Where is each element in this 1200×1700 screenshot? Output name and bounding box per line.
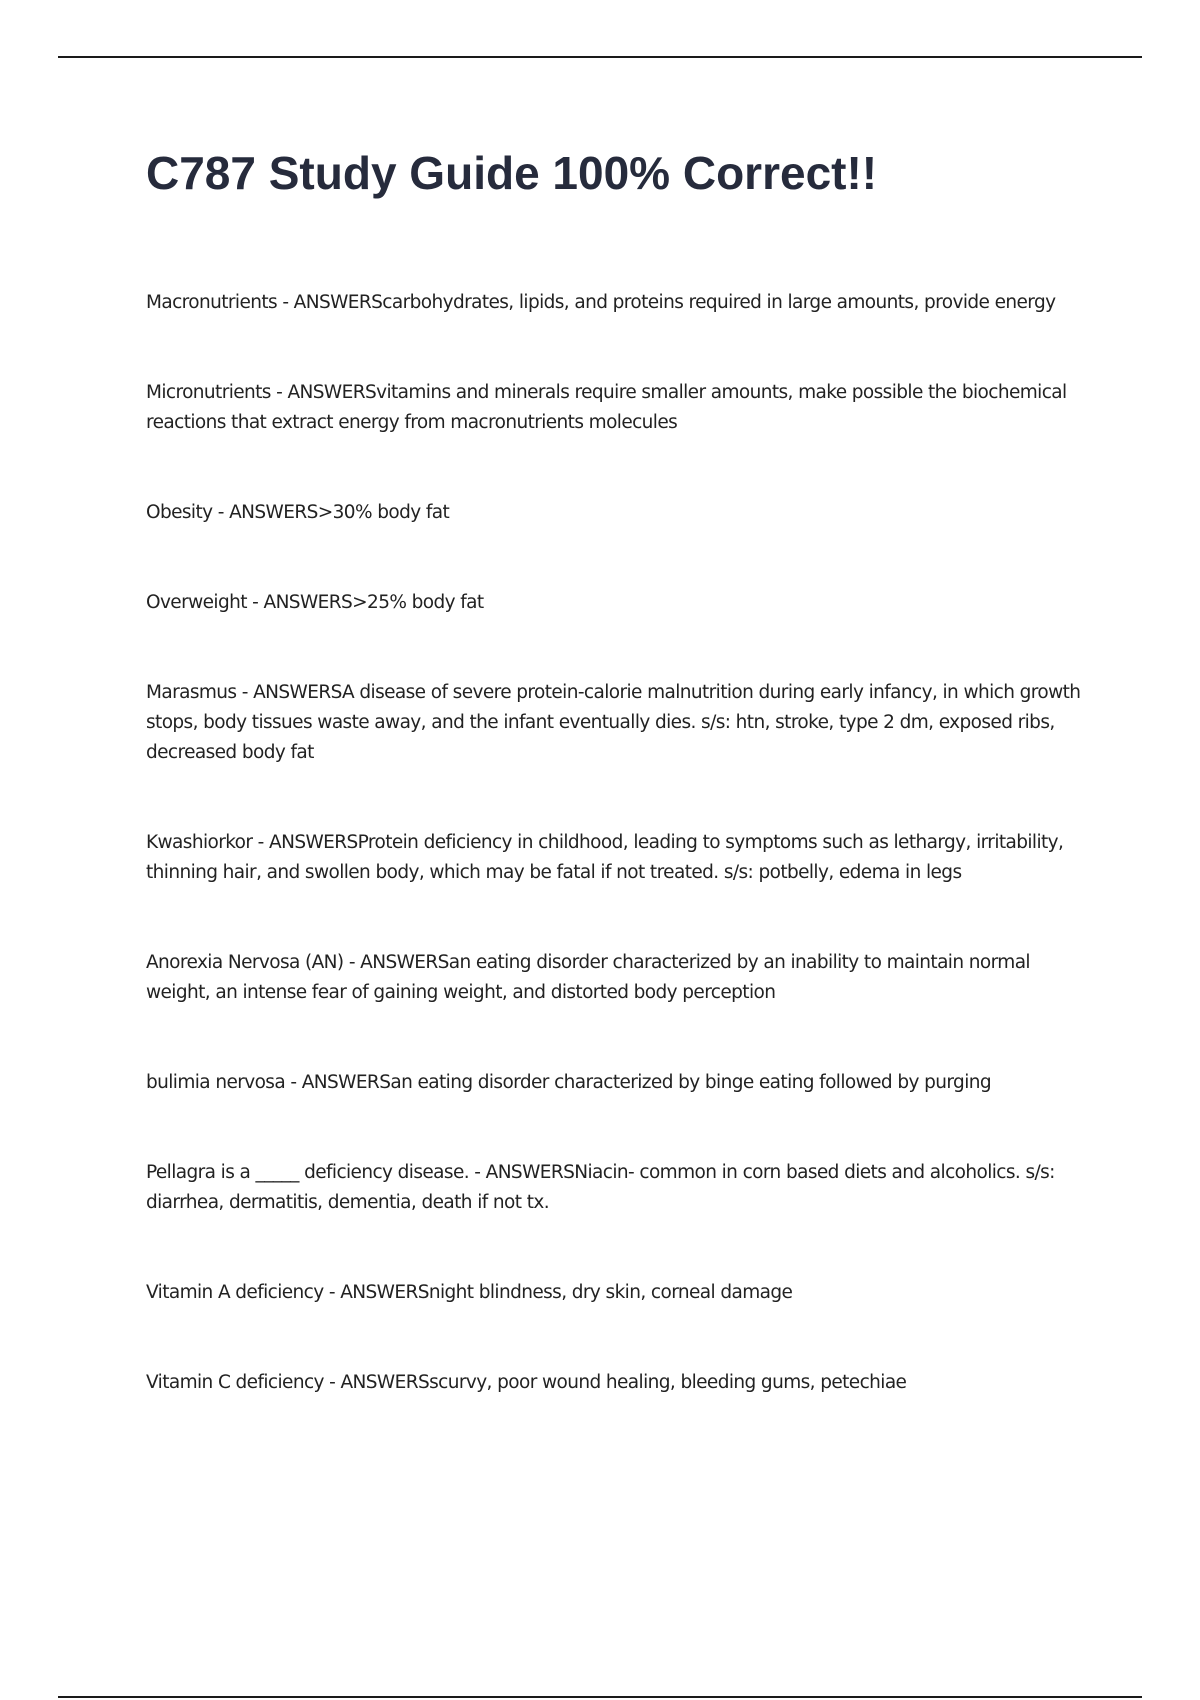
study-entry-obesity: Obesity - ANSWERS>30% body fat (146, 502, 450, 523)
top-divider (58, 56, 1142, 58)
study-entry-vitamin-a-deficiency: Vitamin A deficiency - ANSWERSnight blindness, dry skin, corneal damage (146, 1282, 793, 1303)
study-entry-marasmus: Marasmus - ANSWERSA disease of severe protein-calorie malnutrition during early infancy, in which growth stops, body tissues waste away, and the infant eventually dies. s/s: htn, stroke, type 2 dm, exposed ribs, decreased body fat (146, 682, 1081, 763)
study-entry-vitamin-c-deficiency: Vitamin C deficiency - ANSWERSscurvy, poor wound healing, bleeding gums, petechiae (146, 1372, 907, 1393)
bottom-divider (58, 1696, 1142, 1698)
study-entry-overweight: Overweight - ANSWERS>25% body fat (146, 592, 484, 613)
study-entry-kwashiorkor: Kwashiorkor - ANSWERSProtein deficiency in childhood, leading to symptoms such as lethargy, irritability, thinning hair, and swollen body, which may be fatal if not treated. s/s: potbelly, edema in legs (146, 832, 1064, 883)
study-entry-bulimia-nervosa: bulimia nervosa - ANSWERSan eating disorder characterized by binge eating followed by purging (146, 1072, 992, 1093)
document-title: C787 Study Guide 100% Correct!! (146, 147, 878, 199)
study-entry-anorexia-nervosa: Anorexia Nervosa (AN) - ANSWERSan eating disorder characterized by an inability to maintain normal weight, an intense fear of gaining weight, and distorted body perception (146, 952, 1030, 1003)
study-entry-macronutrients: Macronutrients - ANSWERScarbohydrates, lipids, and proteins required in large amounts, provide energy (146, 292, 1056, 313)
study-entry-pellagra: Pellagra is a _____ deficiency disease. - ANSWERSNiacin- common in corn based diets and alcoholics. s/s: diarrhea, dermatitis, dementia, death if not tx. (146, 1162, 1055, 1213)
study-entry-micronutrients: Micronutrients - ANSWERSvitamins and minerals require smaller amounts, make possible the biochemical reactions that extract energy from macronutrients molecules (146, 382, 1067, 433)
study-entries-list (146, 288, 1096, 1458)
